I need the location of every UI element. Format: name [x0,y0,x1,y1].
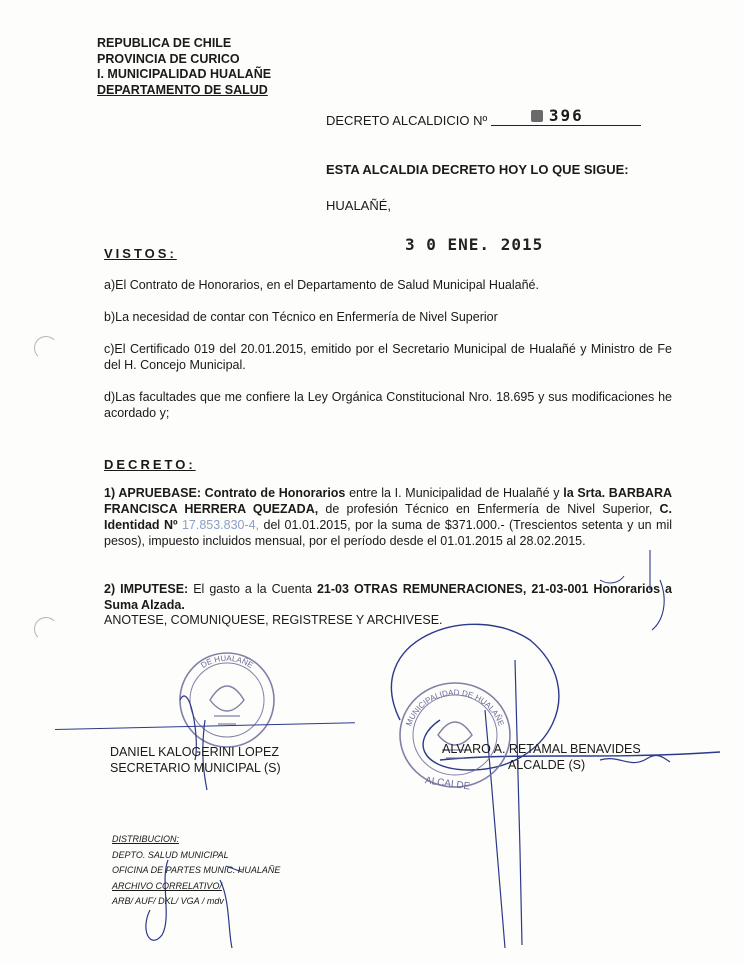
decree-label: DECRETO ALCALDICIO Nº [326,113,488,128]
distribution-block [112,832,280,910]
decree-number: 396 [548,106,584,125]
approve-text-1: entre la I. Municipalidad de Hualañé y [345,486,564,500]
header-province: PROVINCIA DE CURICO [97,51,240,66]
punch-mark [34,617,58,641]
header-department: DEPARTAMENTO DE SALUD [97,82,268,97]
decreto-heading: DECRETO: [104,457,196,472]
distribution-line-2: OFICINA DE PARTES MUNIC. HUALAÑE [112,865,281,875]
vistos-item-b: b)La necesidad de contar con Técnico en Enfermería de Nivel Superior [104,310,498,324]
impute-text: El gasto a la Cuenta [188,582,317,596]
place-name: HUALAÑÉ, [326,198,392,213]
mayor-seal [400,683,510,787]
id-number: 17.853.830-4, [177,518,260,532]
right-seal-top-text: MUNICIPALIDAD DE HUALAÑE [404,688,506,728]
decree-number-field [491,106,641,126]
contractor-name: la Srta. BARBARA FRANCISCA HERRERA QUEZADA, [104,486,672,516]
vistos-item-a: a)El Contrato de Honorarios, en el Departamento de Salud Municipal Hualañé. [104,278,539,292]
decree-number-line [326,106,641,130]
secretary-seal [180,653,274,747]
left-seal-text: DE HUALAÑE [199,653,255,671]
distribution-line-1: DEPTO. SALUD MUNICIPAL [112,849,229,860]
header-municipality: I. MUNICIPALIDAD HUALAÑE [97,67,272,81]
header-country: REPUBLICA DE CHILE [97,36,232,50]
distribution-line-4: ARB/ AUF/ DKL/ VGA / mdv [112,896,224,906]
distribution-heading: DISTRIBUCION: [112,834,180,844]
id-label: C. Identidad Nº [104,502,673,532]
account-code: 21-03 OTRAS REMUNERACIONES, 21-03-001 Honorarios a Suma Alzada. [104,582,672,612]
secretary-title: SECRETARIO MUNICIPAL (S) [110,761,281,775]
impute-label: 2) IMPUTESE: [104,582,189,596]
vistos-item-d: d)Las facultades que me confiere la Ley Orgánica Constitucional Nro. 18.695 y sus modificaciones he acordado y; [104,390,672,420]
issuer-header [97,36,271,98]
vistos-item-c: c)El Certificado 019 del 20.01.2015, emitido por el Secretario Municipal de Hualañé y Ministro de Fe del H. Concejo Municipal. [104,342,672,372]
mayor-name: ALVARO A. RETAMAL BENAVIDES [442,742,641,756]
decreto-item-1 [104,485,672,549]
punch-mark [34,336,58,360]
secretary-name: DANIEL KALOGERINI LOPEZ [110,745,280,759]
mayor-title: ALCALDE (S) [508,758,586,772]
vistos-heading: VISTOS: [104,246,177,261]
closing-formula: ANOTESE, COMUNIQUESE, REGISTRESE Y ARCHIVESE. [104,613,443,627]
right-seal-bottom-text: ALCALDE [424,775,471,793]
approve-text-3: del 01.01.2015, por la suma de $371.000.- (Trescientos setenta y un mil pesos), impuesto incluidos mensual, por el período desde el 01.01.2015 al 28.02.2015. [104,518,672,548]
decreto-item-2 [104,581,672,613]
date-stamp: 3 0 ENE. 2015 [405,235,544,254]
decree-subtitle: ESTA ALCALDIA DECRETO HOY LO QUE SIGUE: [326,162,629,177]
ink-smudge-icon [531,110,543,122]
approve-text-2: de profesión Técnico en Enfermería de Nivel Superior, [318,502,660,516]
distribution-line-3: ARCHIVO CORRELATIVO/ [112,880,222,891]
secretary-signature-line [55,722,355,730]
approve-label: 1) APRUEBASE: Contrato de Honorarios [104,486,346,500]
